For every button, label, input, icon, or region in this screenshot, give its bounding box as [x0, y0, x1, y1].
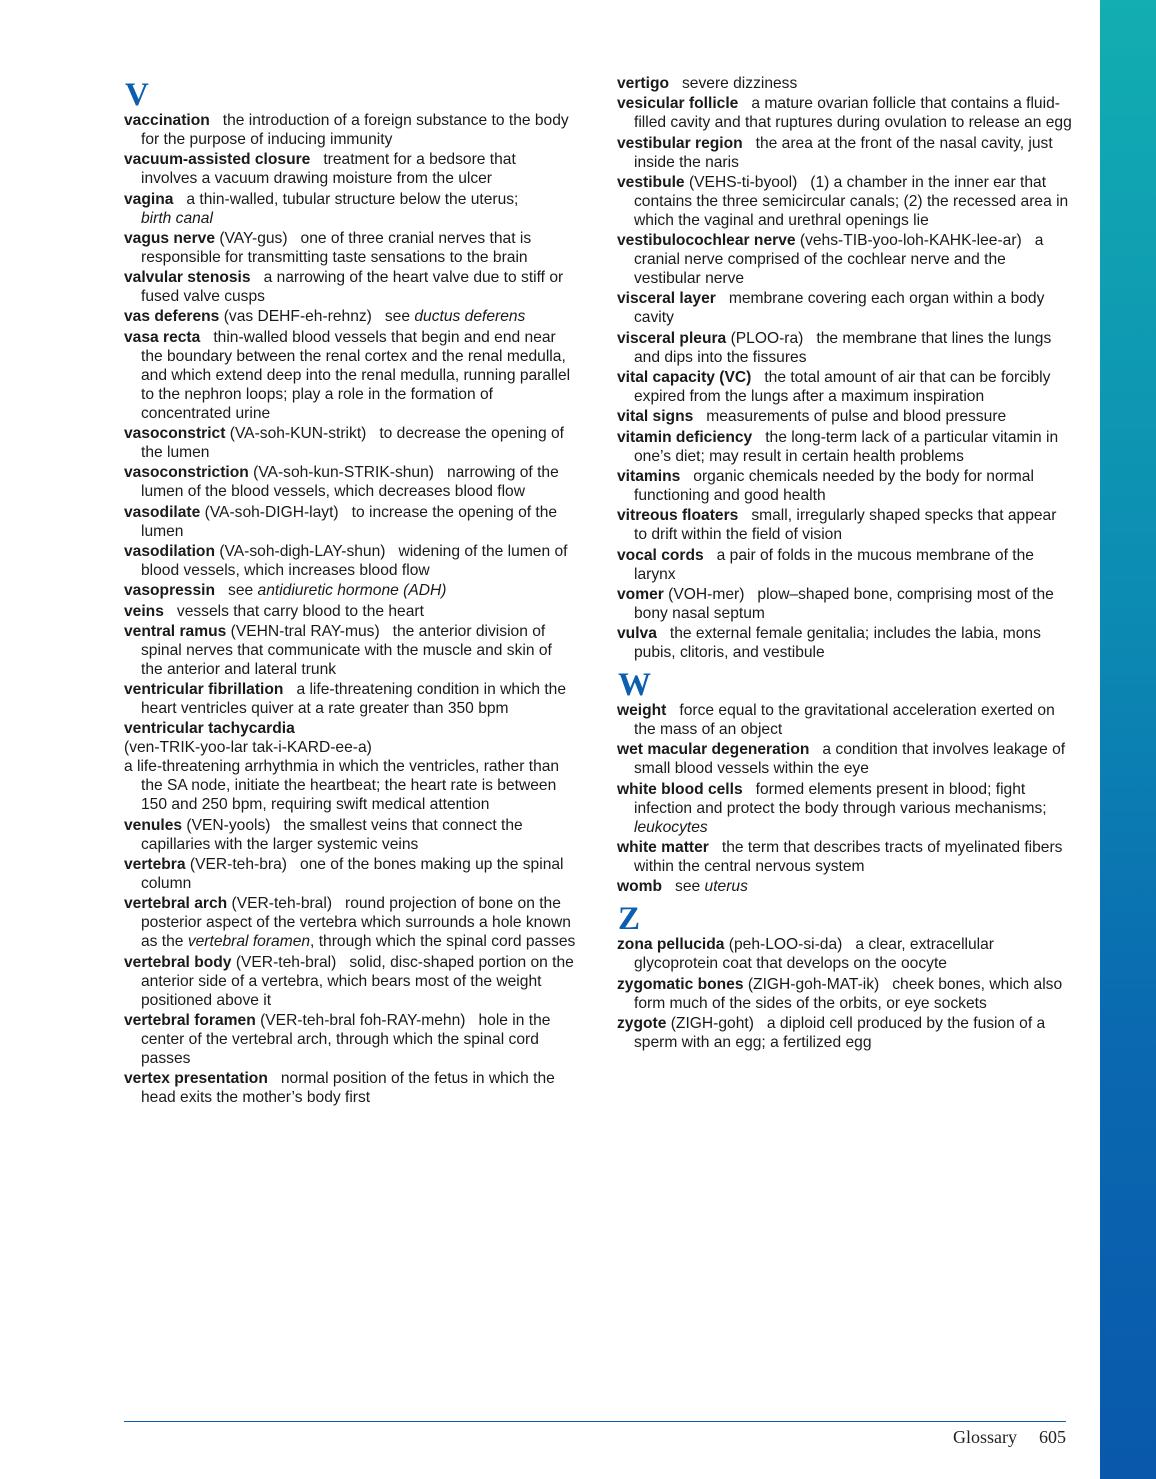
entry-term: ventricular tachycardia: [124, 720, 295, 738]
glossary-entry: [124, 542, 576, 580]
section-letter-v: V: [125, 77, 149, 113]
glossary-entry: [617, 74, 1072, 93]
entry-definition: a narrowing of the heart valve due to stiff or fused valve cusps: [141, 269, 564, 306]
section-letter-z: Z: [618, 901, 641, 938]
entry-pronunciation: (VA-soh-DIGH-layt): [204, 503, 339, 521]
entry-pronunciation: (VOH-mer): [668, 585, 745, 603]
entry-term: vaccination: [124, 112, 210, 129]
glossary-entry: [617, 585, 1072, 623]
entry-term: ventral ramus: [124, 622, 227, 640]
entry-pronunciation: (VA-soh-KUN-strikt): [229, 425, 367, 443]
glossary-entry: [124, 1069, 576, 1107]
entry-definition: the membrane that lines the lungs and dips into the fissures: [634, 329, 1052, 366]
entry-term: vertebral foramen: [124, 1011, 256, 1029]
entry-term: womb: [617, 878, 663, 896]
entry-definition: a thin-walled, tubular structure below the uterus;: [186, 190, 519, 208]
entry-definition: a diploid cell produced by the fusion of a sperm with an egg; a fertilized egg: [634, 1014, 1046, 1051]
entry-pronunciation: (VER-teh-bral): [235, 953, 337, 971]
entry-term: vas deferens: [124, 308, 220, 326]
entry-term: vesicular follicle: [617, 95, 739, 113]
glossary-entry: [617, 467, 1072, 505]
glossary-entry: [124, 894, 576, 951]
entry-term: vomer: [617, 585, 664, 603]
entry-definition: the total amount of air that can be forcibly expired from the lungs after a maximum inspiration: [634, 369, 1051, 406]
glossary-column-right: [617, 74, 1072, 1053]
glossary-entry: [617, 546, 1072, 584]
entry-definition: measurements of pulse and blood pressure: [706, 408, 1007, 426]
entry-term: vasa recta: [124, 328, 201, 346]
entry-term: vitreous floaters: [617, 507, 739, 525]
entries-w: [617, 701, 1072, 896]
entry-pronunciation: (VA-soh-digh-LAY-shun): [219, 542, 386, 560]
entry-definition: a life-threatening arrhythmia in which the ventricles, rather than the SA node, initiate the heartbeat; the heart rate is between 150 and 250 bpm, requiring swift medical attention: [124, 758, 560, 814]
glossary-column-left: [124, 74, 576, 1109]
entry-term: vacuum-assisted closure: [124, 151, 311, 169]
glossary-entry: [617, 407, 1072, 426]
entry-term: vertigo: [617, 75, 669, 92]
entry-definition: a pair of folds in the mucous membrane of the larynx: [634, 546, 1034, 583]
glossary-entry: [124, 328, 576, 423]
entry-definition: the anterior division of spinal nerves that communicate with the muscle and skin of the anterior and lateral trunk: [141, 622, 552, 678]
entry-term: ventricular fibrillation: [124, 681, 284, 699]
entry-definition: the introduction of a foreign substance to the body for the purpose of inducing immunity: [141, 112, 569, 148]
entry-definition: the term that describes tracts of myelinated fibers within the central nervous system: [634, 839, 1063, 876]
entry-definition: to decrease the opening of the lumen: [141, 425, 565, 462]
entry-term: vertebral arch: [124, 895, 228, 913]
entry-pronunciation: (PLOO-ra): [730, 329, 804, 347]
glossary-entry: [617, 838, 1072, 876]
entry-pronunciation: (VER-teh-bral foh-RAY-mehn): [260, 1011, 466, 1029]
entry-pronunciation: (VAY-gus): [219, 229, 288, 247]
entry-definition: solid, disc-shaped portion on the anterior side of a vertebra, which bears most of the weight positioned above it: [141, 953, 574, 1009]
entry-pronunciation: (VER-teh-bral): [231, 895, 333, 913]
entry-term: zygote: [617, 1014, 667, 1032]
entry-pronunciation: (VA-soh-kun-STRIK-shun): [253, 464, 434, 482]
glossary-entry: [124, 268, 576, 306]
glossary-entry: [124, 855, 576, 893]
entry-cross-reference: uterus: [704, 878, 748, 896]
section-letter-w: W: [618, 667, 651, 704]
entry-pronunciation: (vas DEHF-eh-rehnz): [223, 308, 372, 326]
entry-pronunciation: (VEHN-tral RAY-mus): [230, 622, 380, 640]
glossary-entry: [617, 289, 1072, 327]
entry-definition: the external female genitalia; includes the labia, mons pubis, clitoris, and vestibule: [634, 625, 1041, 662]
glossary-entry: [124, 111, 576, 149]
entry-term: vestibular region: [617, 134, 743, 152]
glossary-entry: [617, 368, 1072, 406]
entry-definition: one of the bones making up the spinal column: [141, 856, 564, 893]
entry-definition: (1) a chamber in the inner ear that contains the three semicircular canals; (2) the recessed area in which the vaginal and urethral openings lie: [634, 173, 1069, 229]
glossary-entry: [124, 953, 576, 1010]
entry-definition: severe dizziness: [682, 75, 798, 92]
entry-definition: hole in the center of the vertebral arch, through which the spinal cord passes: [141, 1011, 551, 1067]
glossary-entry: [124, 680, 576, 718]
entry-pronunciation: (VER-teh-bra): [189, 856, 287, 874]
entry-term: vertebral body: [124, 953, 232, 971]
glossary-entry: [617, 701, 1072, 739]
glossary-entry: [617, 428, 1072, 466]
page-number: 605: [1039, 1427, 1066, 1447]
entry-definition-tail: , through which the spinal cord passes: [310, 933, 576, 951]
entry-term: vertebra: [124, 856, 186, 874]
glossary-entry: [617, 877, 1072, 896]
entry-definition: narrowing of the lumen of the blood vessels, which decreases blood flow: [141, 464, 559, 501]
entry-term: white blood cells: [617, 780, 743, 798]
entry-term: visceral layer: [617, 290, 716, 308]
entry-cross-reference: antidiuretic hormone (ADH): [257, 582, 447, 600]
glossary-entry: [124, 622, 576, 679]
entry-definition: the area at the front of the nasal cavity, just inside the naris: [634, 134, 1053, 171]
entries-z: [617, 935, 1072, 1052]
entry-cross-reference: ductus deferens: [414, 308, 526, 326]
entry-definition: membrane covering each organ within a body cavity: [634, 290, 1045, 327]
glossary-entry: [617, 935, 1072, 973]
entry-pronunciation: (VEHS-ti-byool): [688, 173, 798, 191]
page-footer: [953, 1427, 1066, 1448]
entry-term: vital capacity (VC): [617, 369, 752, 387]
entry-term: visceral pleura: [617, 329, 727, 347]
entry-term: vasopressin: [124, 582, 216, 600]
entry-term: vagus nerve: [124, 229, 216, 247]
glossary-entry: [617, 329, 1072, 367]
entry-term: vasodilation: [124, 542, 215, 560]
entry-term: venules: [124, 816, 183, 834]
entry-term: vestibule: [617, 173, 685, 191]
entry-definition: treatment for a bedsore that involves a vacuum drawing moisture from the ulcer: [141, 151, 516, 188]
entry-term: vital signs: [617, 408, 694, 426]
glossary-entry: [124, 463, 576, 501]
entry-term: vocal cords: [617, 546, 704, 564]
entry-term: weight: [617, 702, 667, 720]
entry-definition: the long-term lack of a particular vitamin in one’s diet; may result in certain health problems: [634, 428, 1059, 465]
entries-v-left: [124, 111, 576, 1107]
entry-definition: see: [228, 582, 254, 600]
glossary-entry: [124, 190, 576, 228]
entry-term: vestibulocochlear nerve: [617, 232, 796, 250]
entries-v-right: [617, 74, 1072, 662]
entry-term: vertex presentation: [124, 1070, 268, 1088]
glossary-entry: [617, 975, 1072, 1013]
entry-definition: normal position of the fetus in which the head exits the mother’s body first: [141, 1070, 555, 1107]
glossary-entry: [124, 1011, 576, 1068]
chapter-tab-bar: [1100, 0, 1156, 1479]
glossary-entry: [124, 229, 576, 267]
glossary-entry: [617, 506, 1072, 544]
entry-definition: see: [384, 308, 411, 326]
entry-term: vasoconstrict: [124, 425, 226, 443]
entry-definition: widening of the lumen of blood vessels, which increases blood flow: [141, 542, 568, 579]
entry-definition: vessels that carry blood to the heart: [176, 602, 424, 620]
entry-pronunciation: (peh-LOO-si-da): [728, 936, 843, 954]
entry-pronunciation: (ven-TRIK-yoo-lar tak-i-KARD-ee-a): [124, 739, 372, 757]
entry-term: valvular stenosis: [124, 269, 251, 287]
entry-definition: a mature ovarian follicle that contains a fluid-filled cavity and that ruptures during ovulation to release an egg: [634, 95, 1072, 132]
footer-rule: [124, 1421, 1066, 1422]
glossary-entry: [617, 94, 1072, 132]
glossary-entry: [617, 134, 1072, 172]
entry-definition: a clear, extracellular glycoprotein coat that develops on the oocyte: [634, 936, 995, 973]
entry-pronunciation: (ZIGH-goh-MAT-ik): [747, 975, 880, 993]
entry-definition: a cranial nerve comprised of the cochlear nerve and the vestibular nerve: [634, 232, 1044, 288]
entry-term: white matter: [617, 839, 709, 857]
entry-definition: to increase the opening of the lumen: [141, 503, 558, 540]
entry-term: wet macular degeneration: [617, 741, 810, 759]
glossary-entry: [124, 424, 576, 462]
entry-term: veins: [124, 602, 164, 620]
glossary-entry: [124, 581, 576, 600]
entry-term: vulva: [617, 625, 657, 643]
glossary-entry: [124, 719, 576, 814]
entry-definition: cheek bones, which also form much of the sides of the orbits, or eye sockets: [634, 975, 1063, 1012]
glossary-entry: [617, 740, 1072, 778]
glossary-entry: [124, 503, 576, 541]
entry-definition: the smallest veins that connect the capillaries with the larger systemic veins: [141, 816, 523, 853]
entry-term: vasoconstriction: [124, 464, 249, 482]
entry-definition: plow–shaped bone, comprising most of the bony nasal septum: [634, 585, 1054, 622]
entry-term: vasodilate: [124, 503, 201, 521]
glossary-entry: [617, 231, 1072, 288]
entry-pronunciation: (vehs-TIB-yoo-loh-KAHK-lee-ar): [799, 232, 1022, 250]
entry-term: vitamin deficiency: [617, 428, 753, 446]
entry-definition: one of three cranial nerves that is responsible for transmitting taste sensations to the brain: [141, 229, 532, 266]
entry-cross-reference: leukocytes: [634, 818, 708, 836]
glossary-entry: [617, 1014, 1072, 1052]
entry-term: vagina: [124, 190, 174, 208]
entry-definition: formed elements present in blood; fight infection and protect the body through various mechanisms;: [634, 780, 1047, 817]
glossary-entry: [124, 602, 576, 621]
entry-definition: a condition that involves leakage of small blood vessels within the eye: [634, 741, 1066, 778]
glossary-entry: [124, 307, 576, 326]
entry-cross-reference: birth canal: [141, 209, 213, 227]
entry-term: zygomatic bones: [617, 975, 744, 993]
entry-term: zona pellucida: [617, 936, 725, 954]
entry-definition: organic chemicals needed by the body for normal functioning and good health: [634, 467, 1034, 504]
entry-definition: force equal to the gravitational acceleration exerted on the mass of an object: [634, 702, 1055, 739]
entry-definition: a life-threatening condition in which the heart ventricles quiver at a rate greater than 350 bpm: [141, 681, 567, 718]
glossary-entry: [124, 816, 576, 854]
footer-section-name: Glossary: [953, 1427, 1017, 1447]
glossary-entry: [617, 173, 1072, 230]
entry-term: vitamins: [617, 467, 681, 485]
entry-definition: small, irregularly shaped specks that appear to drift within the field of vision: [634, 507, 1057, 544]
entry-cross-reference: vertebral foramen: [187, 933, 311, 951]
entry-definition: see: [675, 878, 701, 896]
entry-pronunciation: (ZIGH-goht): [670, 1014, 754, 1032]
glossary-entry: [617, 624, 1072, 662]
entry-definition: thin-walled blood vessels that begin and end near the boundary between the renal cortex and the renal medulla, and which extend deep into the renal medulla, running parallel to the nephron loops; play a role in the formation of concentrated urine: [141, 328, 571, 422]
glossary-entry: [617, 780, 1072, 837]
entry-pronunciation: (VEN-yools): [186, 816, 271, 834]
glossary-entry: [124, 150, 576, 188]
entry-definition: round projection of bone on the posterior aspect of the vertebra which surrounds a hole known as the: [141, 895, 571, 951]
